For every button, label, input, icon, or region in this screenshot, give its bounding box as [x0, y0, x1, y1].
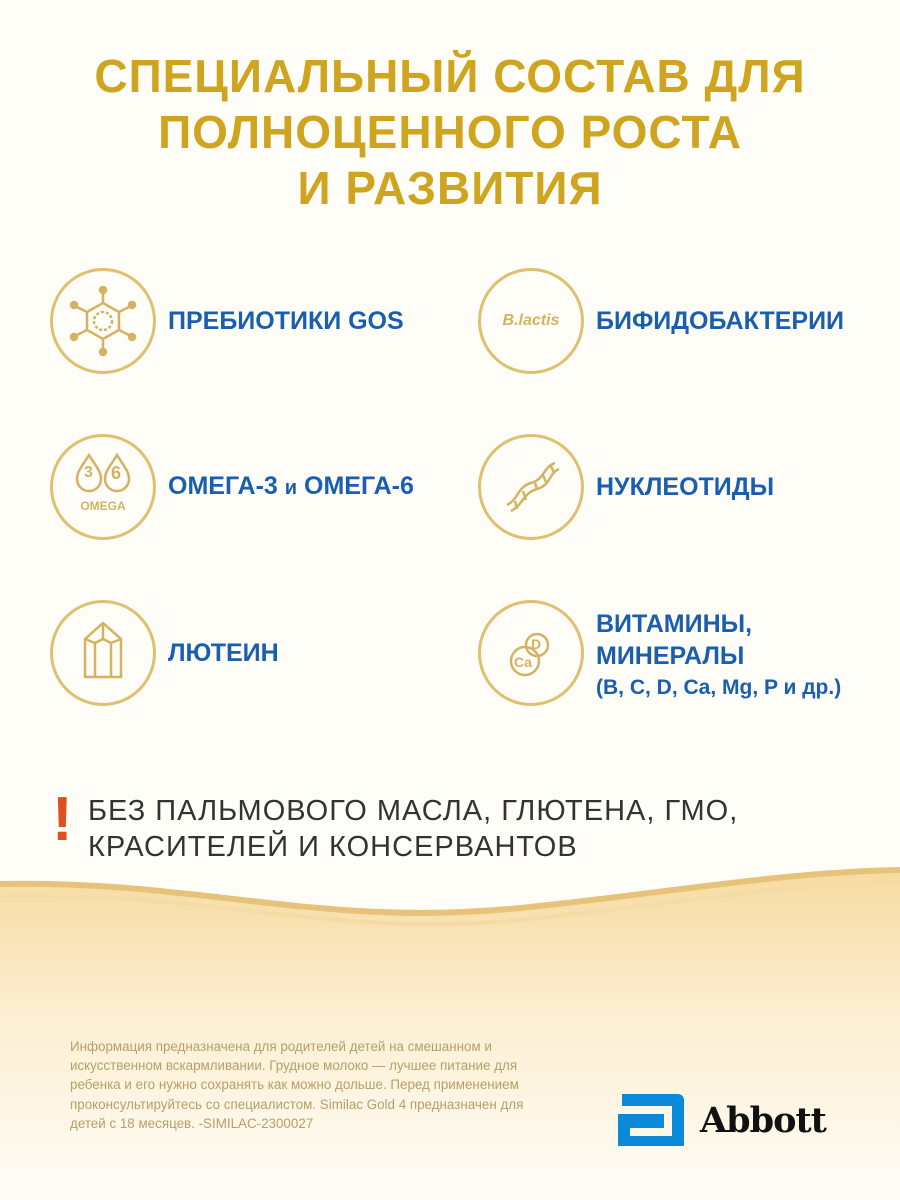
omega-3-label: ОМЕГА-3	[168, 472, 285, 500]
page-title	[0, 48, 900, 216]
warning-line-1: БЕЗ ПАЛЬМОВОГО МАСЛА, ГЛЮТЕНА, ГМО,	[88, 795, 739, 827]
crystal-icon	[50, 600, 156, 706]
warning-line-2: КРАСИТЕЛЕЙ И КОНСЕРВАНТОВ	[88, 831, 578, 863]
disclaimer-line-5: детей с 18 месяцев. -SIMILAC-2300027	[70, 1115, 314, 1131]
omega-3-text: 3	[84, 464, 93, 481]
omega-6-text: 6	[111, 463, 122, 483]
prebiotics-label: ПРЕБИОТИКИ GOS	[168, 307, 404, 335]
feature-nucleotides	[478, 434, 774, 540]
vitamin-d-text: D	[531, 636, 542, 652]
abbott-logo	[618, 1090, 826, 1150]
feature-vitamins	[478, 600, 841, 706]
vitamins-label	[596, 608, 841, 704]
calcium-text: Ca	[514, 654, 532, 670]
feature-omega	[50, 434, 414, 540]
omega-6-label: ОМЕГА-6	[297, 472, 414, 500]
disclaimer-line-4: проконсультируйтесь со специалистом. Similac Gold 4 предназначен для	[70, 1096, 524, 1112]
bifidobacteria-label: БИФИДОБАКТЕРИИ	[596, 307, 845, 335]
feature-lutein	[50, 600, 279, 706]
disclaimer-line-1: Информация предназначена для родителей детей на смешанном и	[70, 1039, 492, 1054]
vitamins-label-line-2: МИНЕРАЛЫ	[596, 642, 745, 670]
disclaimer-line-3: ребенка и его нужно сохранять как можно дольше. Перед применением	[70, 1077, 519, 1093]
disclaimer-text	[70, 1037, 560, 1133]
disclaimer-line-2: искусственном вскармливании. Грудное молоко — лучшее питание для	[70, 1058, 518, 1074]
nucleotides-label: НУКЛЕОТИДЫ	[596, 473, 775, 501]
omega-and-label: и	[284, 477, 298, 499]
minerals-icon	[478, 600, 584, 706]
b-lactis-text: B.lactis	[502, 312, 560, 329]
molecule-icon	[50, 268, 156, 374]
abbott-logo-text: Abbott	[700, 1099, 826, 1141]
abbott-logo-icon	[618, 1090, 688, 1150]
omega-icon-text: OMEGA	[80, 499, 126, 513]
omega-drops-icon	[50, 434, 156, 540]
title-line-1: СПЕЦИАЛЬНЫЙ СОСТАВ ДЛЯ	[94, 50, 806, 102]
lutein-label: ЛЮТЕИН	[168, 639, 279, 667]
vitamins-label-line-3: (B, C, D, Ca, Mg, P и др.)	[596, 676, 842, 699]
title-line-3: И РАЗВИТИЯ	[297, 162, 603, 214]
vitamins-label-line-1: ВИТАМИНЫ,	[596, 610, 753, 638]
omega-label	[168, 470, 414, 504]
b-lactis-icon	[478, 268, 584, 374]
feature-bifidobacteria	[478, 268, 844, 374]
title-line-2: ПОЛНОЦЕННОГО РОСТА	[158, 106, 742, 158]
feature-prebiotics	[50, 268, 404, 374]
exclamation-icon: !	[52, 785, 73, 854]
dna-icon	[478, 434, 584, 540]
